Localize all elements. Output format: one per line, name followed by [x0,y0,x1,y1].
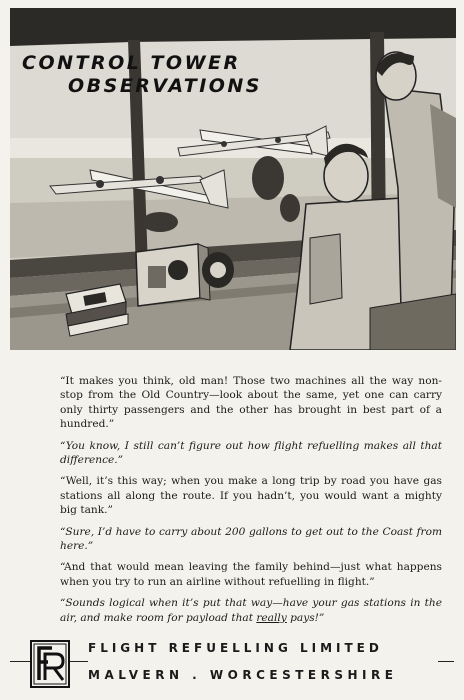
dialogue-paragraph-5: “And that would mean leaving the family behind—just what happens when you try to run an airline without refuelling in flight.” [60,561,442,588]
company-block [88,640,438,683]
dialogue-paragraph-3: “Well, it’s this way; when you make a long trip by road you have gas stations all along the route. If you hadn’t, you would want a mighty big tank.” [60,475,442,517]
company-location: MALVERN . WORCESTERSHIRE [88,668,398,682]
telephone-icon [202,252,234,288]
dialogue-paragraph-6-underlined: really [256,611,287,624]
dialogue-text [60,374,442,632]
fr-monogram-logo-icon [30,640,70,688]
headline [22,52,282,98]
headline-line-1: CONTROL TOWER [22,52,241,74]
dialogue-paragraph-6-end: pays!” [286,611,325,624]
dialogue-paragraph-1: “It makes you think, old man! Those two machines all the way non-stop from the Old Country—look about the same, yet one can carry only thirty passengers and the other has brought in best part of a hundred.” [60,375,442,431]
dialogue-paragraph-6 [60,596,442,625]
dialogue-paragraph-2: “You know, I still can’t figure out how flight refuelling makes all that difference.” [60,439,442,467]
radio-set-icon [136,244,210,306]
company-name: FLIGHT REFUELLING LIMITED [88,641,383,655]
headline-line-2: OBSERVATIONS [68,75,262,97]
dialogue-paragraph-4: “Sure, I’d have to carry about 200 gallons to get out to the Coast from here.” [60,525,442,553]
dialogue-paragraph-6-start: “Sounds logical when it’s put that way—have your gas stations in the air, and make room for payload that [60,597,442,624]
